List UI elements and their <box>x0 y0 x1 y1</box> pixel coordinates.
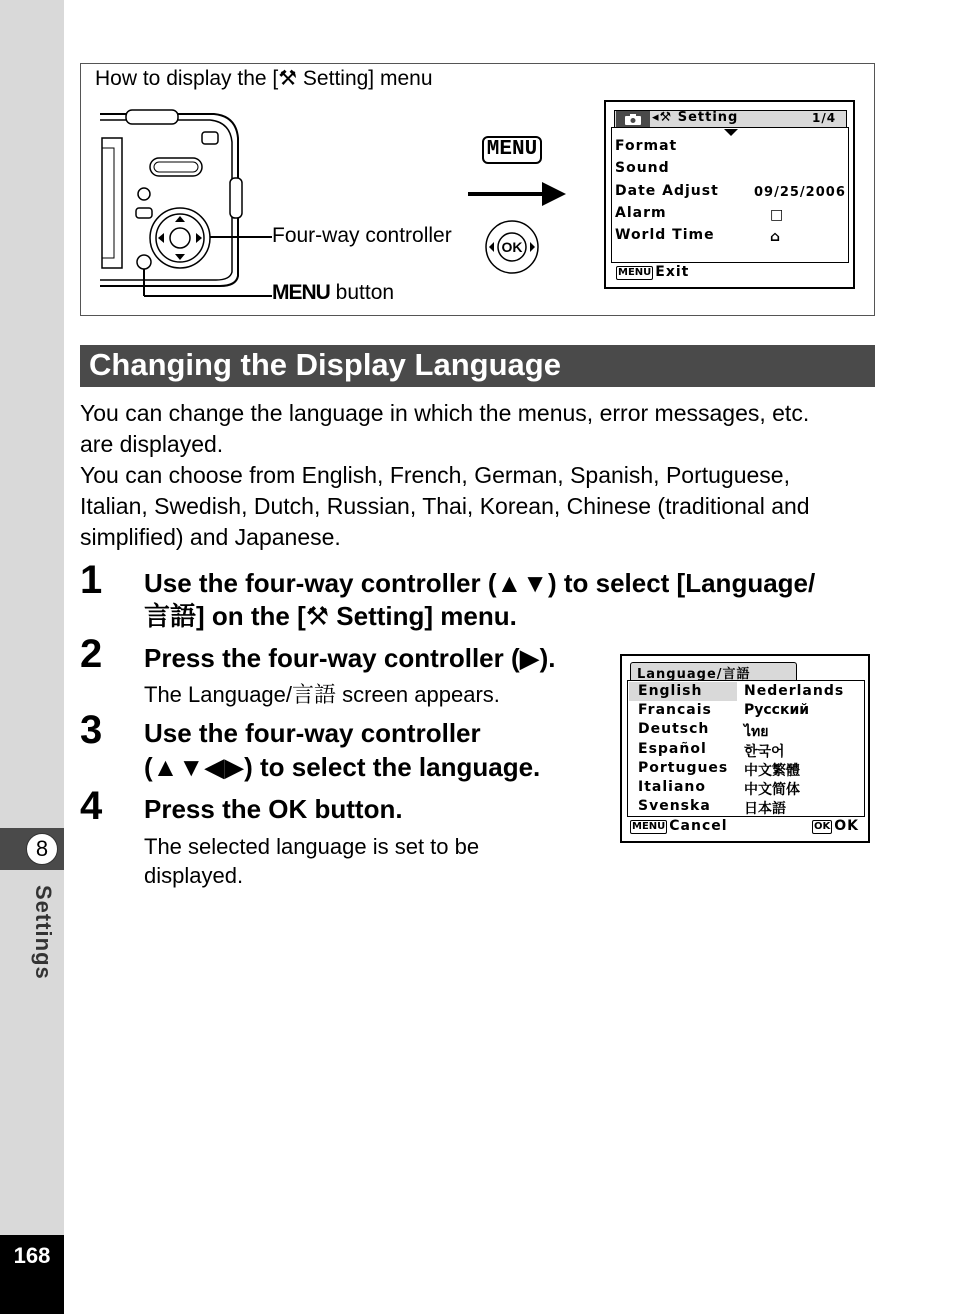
setting-item-value: 09/25/2006 <box>754 184 846 200</box>
page-indicator: 1/4 <box>812 111 837 125</box>
cancel-label: Cancel <box>669 818 728 834</box>
setting-item-label: Date Adjust <box>615 182 719 199</box>
step-subline: displayed. <box>144 863 244 888</box>
step-line: (▲▼◀▶) to select the language. <box>144 752 541 782</box>
menu-button-suffix: button <box>329 281 395 304</box>
language-option[interactable]: ไทย <box>744 724 769 741</box>
setting-item-label: Alarm <box>615 204 667 221</box>
step-text: Press the four-way controller (▶). <box>144 643 556 673</box>
ok-key-text: OK <box>501 239 523 255</box>
figure-caption: How to display the [⚒ Setting] menu <box>95 67 433 90</box>
step-text <box>144 567 815 633</box>
language-option[interactable]: 中文繁體 <box>744 762 800 779</box>
menu-key-icon: MENU <box>482 136 542 164</box>
step-line: Use the four-way controller (▲▼) to select [Language/ <box>144 568 816 598</box>
intro-line: are displayed. <box>80 431 224 457</box>
chapter-sidebar <box>0 0 64 1314</box>
language-option[interactable]: Italiano <box>638 779 706 795</box>
intro-line: simplified) and Japanese. <box>80 524 341 550</box>
setting-item-value: □ <box>770 206 785 223</box>
language-screen <box>620 654 870 843</box>
language-option[interactable]: Nederlands <box>744 683 845 699</box>
ok-key-small: OK <box>814 821 831 832</box>
step-subtext <box>144 832 479 890</box>
menu-button-word: MENU <box>272 281 330 304</box>
intro-line: You can change the language in which the menus, error messages, etc. <box>80 400 810 426</box>
step-line: Use the four-way controller <box>144 718 481 748</box>
four-way-controller-label: Four-way controller <box>272 224 452 247</box>
setting-footer <box>616 264 689 280</box>
intro-line: Italian, Swedish, Dutch, Russian, Thai, Korean, Chinese (traditional and <box>80 493 810 519</box>
step-text <box>144 717 540 784</box>
setting-tab-title: ◂⚒ Setting <box>652 110 739 125</box>
exit-label: Exit <box>655 264 690 280</box>
menu-key-small: MENU <box>618 267 652 278</box>
language-option[interactable]: Francais <box>638 702 712 719</box>
setting-item-label: Format <box>615 138 678 154</box>
step-number: 1 <box>80 558 103 602</box>
menu-button-label <box>272 281 394 305</box>
step-number: 4 <box>80 784 103 828</box>
language-screen-title: Language/言語 <box>637 667 751 682</box>
menu-key-small: MENU <box>632 821 666 832</box>
language-option[interactable]: Svenska <box>638 798 711 815</box>
step-number: 2 <box>80 632 103 676</box>
intro-paragraph <box>80 398 880 553</box>
step-number: 3 <box>80 708 103 752</box>
section-title: Changing the Display Language <box>80 345 875 387</box>
ok-footer <box>812 818 859 834</box>
language-option[interactable]: Русский <box>744 702 810 719</box>
intro-line: You can choose from English, French, German, Spanish, Portuguese, <box>80 462 790 488</box>
language-option[interactable]: Español <box>638 740 707 757</box>
camera-back-illustration <box>96 108 276 298</box>
camera-icon <box>624 113 642 126</box>
chapter-number: 8 <box>26 833 58 865</box>
step-line: 言語] on the [⚒ Setting] menu. <box>144 601 517 631</box>
setting-item-value: ⌂ <box>770 229 782 246</box>
step-text: Press the OK button. <box>144 794 403 824</box>
language-option[interactable]: Portugues <box>638 759 729 776</box>
right-arrow-icon <box>468 178 568 210</box>
setting-item-label: World Time <box>615 227 715 244</box>
step-subtext: The Language/言語 screen appears. <box>144 682 500 707</box>
language-option[interactable]: English <box>638 683 703 699</box>
language-option[interactable]: 日本語 <box>744 801 786 818</box>
page-number: 168 <box>0 1235 64 1314</box>
setting-item-label: Sound <box>615 160 670 177</box>
chapter-label: Settings <box>31 885 56 980</box>
step-subline: The selected language is set to be <box>144 834 480 859</box>
language-option[interactable]: 한국어 <box>744 743 785 760</box>
ok-key-icon <box>484 219 540 275</box>
cancel-footer <box>630 818 728 834</box>
ok-label: OK <box>834 818 859 834</box>
language-option[interactable]: 中文简体 <box>744 782 800 798</box>
language-option[interactable]: Deutsch <box>638 721 710 738</box>
setting-menu-screen <box>604 100 855 289</box>
